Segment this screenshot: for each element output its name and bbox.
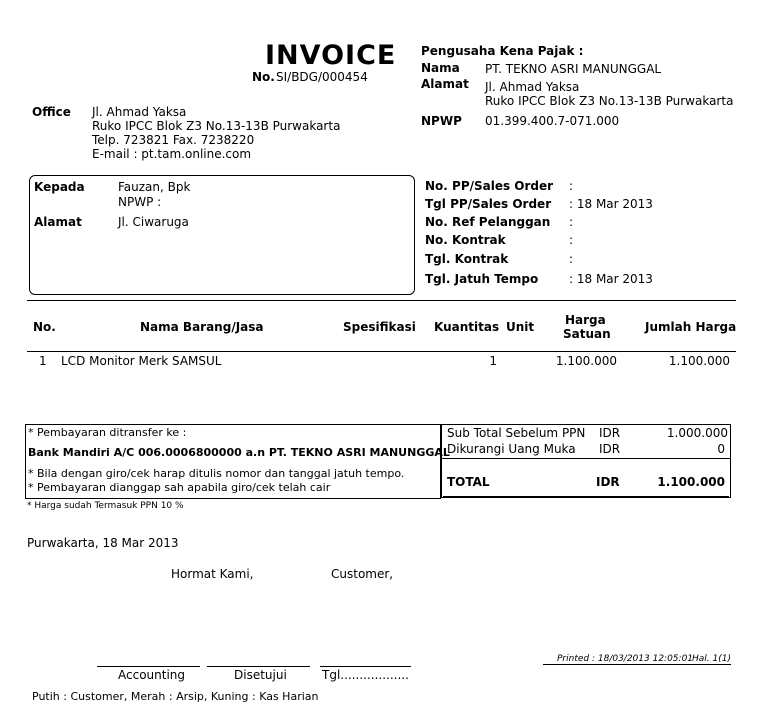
totals-double-rule: [443, 496, 729, 497]
row-jumlah: 1.100.000: [668, 354, 730, 368]
table-header-rule: [27, 351, 736, 352]
office-line-3: Telp. 723821 Fax. 7238220: [92, 133, 255, 147]
copy-distribution: Putih : Customer, Merah : Arsip, Kuning : Kas Harian: [32, 690, 319, 703]
subtotal-value: 1.000.000: [666, 426, 728, 440]
invoice-number: SI/BDG/000454: [276, 70, 368, 84]
alamat-label: Alamat: [34, 215, 82, 229]
order-info-label: Tgl PP/Sales Order: [425, 197, 552, 211]
payment-note-2: * Pembayaran dianggap sah apabila giro/cek telah cair: [28, 481, 331, 494]
customer-npwp: NPWP :: [118, 195, 162, 209]
office-line-4: E-mail : pt.tam.online.com: [92, 147, 252, 161]
accounting-label: Accounting: [118, 668, 186, 682]
row-nama: LCD Monitor Merk SAMSUL: [61, 354, 222, 368]
pkp-npwp-label: NPWP: [421, 114, 462, 128]
total-currency: IDR: [596, 475, 620, 489]
subtotal-currency: IDR: [599, 426, 621, 440]
order-info-label: No. Ref Pelanggan: [425, 215, 551, 229]
pkp-heading: Pengusaha Kena Pajak :: [421, 44, 584, 58]
order-info-label: No. PP/Sales Order: [425, 179, 554, 193]
order-info-value: :: [569, 215, 574, 229]
hormat-kami: Hormat Kami,: [171, 567, 254, 581]
order-info-label: Tgl. Kontrak: [425, 252, 509, 266]
transfer-label: * Pembayaran ditransfer ke :: [28, 426, 187, 439]
alamat-value: Jl. Ciwaruga: [118, 215, 189, 229]
accounting-sign-line: [97, 666, 200, 667]
printed-rule: [543, 664, 731, 665]
pkp-name: PT. TEKNO ASRI MANUNGGAL: [485, 62, 662, 76]
page-number: Hal. 1(1): [692, 654, 731, 664]
office-line-2: Ruko IPCC Blok Z3 No.13-13B Purwakarta: [92, 119, 341, 133]
order-info-label: No. Kontrak: [425, 233, 506, 247]
pkp-address-line-2: Ruko IPCC Blok Z3 No.13-13B Purwakarta: [485, 94, 734, 108]
row-kuantitas: 1: [489, 354, 497, 368]
order-info-value: :: [569, 179, 574, 193]
row-no: 1: [39, 354, 47, 368]
dp-value: 0: [717, 442, 725, 456]
payment-note-1: * Bila dengan giro/cek harap ditulis nomor dan tanggal jatuh tempo.: [28, 467, 405, 480]
invoice-number-label: No.: [252, 70, 275, 84]
col-header-no: No.: [33, 320, 56, 334]
kepada-value: Fauzan, Bpk: [118, 180, 191, 194]
row-harga: 1.100.000: [555, 354, 617, 368]
customer-box: [29, 175, 415, 295]
pkp-address-line-1: Jl. Ahmad Yaksa: [485, 80, 580, 94]
tgl-label: Tgl..................: [322, 668, 409, 682]
tgl-sign-line: [320, 666, 411, 667]
invoice-title: INVOICE: [265, 40, 397, 71]
dp-label: Dikurangi Uang Muka: [447, 442, 576, 456]
subtotal-label: Sub Total Sebelum PPN: [447, 426, 586, 440]
order-info-label: Tgl. Jatuh Tempo: [425, 272, 539, 286]
office-label: Office: [32, 105, 71, 119]
col-header-satuan: Satuan: [563, 327, 611, 341]
col-header-unit: Unit: [506, 320, 535, 334]
kepada-label: Kepada: [34, 180, 85, 194]
disetujui-label: Disetujui: [234, 668, 287, 682]
printed-timestamp: Printed : 18/03/2013 12:05:01: [557, 654, 694, 664]
order-info-value: :: [569, 252, 574, 266]
office-line-1: Jl. Ahmad Yaksa: [92, 105, 187, 119]
pkp-npwp: 01.399.400.7-071.000: [485, 114, 620, 128]
disetujui-sign-line: [207, 666, 310, 667]
col-header-jumlah: Jumlah Harga: [645, 320, 737, 334]
col-header-kuantitas: Kuantitas: [434, 320, 500, 334]
dp-currency: IDR: [599, 442, 621, 456]
order-info-value: :: [569, 233, 574, 247]
pkp-address-label: Alamat: [421, 77, 469, 91]
col-header-spesifikasi: Spesifikasi: [343, 320, 416, 334]
totals-divider: [441, 458, 731, 459]
bank-account: Bank Mandiri A/C 006.0006800000 a.n PT. TEKNO ASRI MANUNGGAL: [28, 446, 450, 459]
customer-sign-label: Customer,: [331, 567, 394, 581]
order-info-value: : 18 Mar 2013: [569, 272, 653, 286]
col-header-harga: Harga: [565, 313, 606, 327]
ppn-note: * Harga sudah Termasuk PPN 10 %: [27, 501, 184, 511]
total-label: TOTAL: [447, 475, 490, 489]
order-info-value: : 18 Mar 2013: [569, 197, 653, 211]
place-date: Purwakarta, 18 Mar 2013: [27, 536, 179, 550]
table-top-rule: [27, 300, 736, 301]
pkp-name-label: Nama: [421, 61, 460, 75]
total-value: 1.100.000: [657, 475, 725, 489]
col-header-nama: Nama Barang/Jasa: [140, 320, 264, 334]
